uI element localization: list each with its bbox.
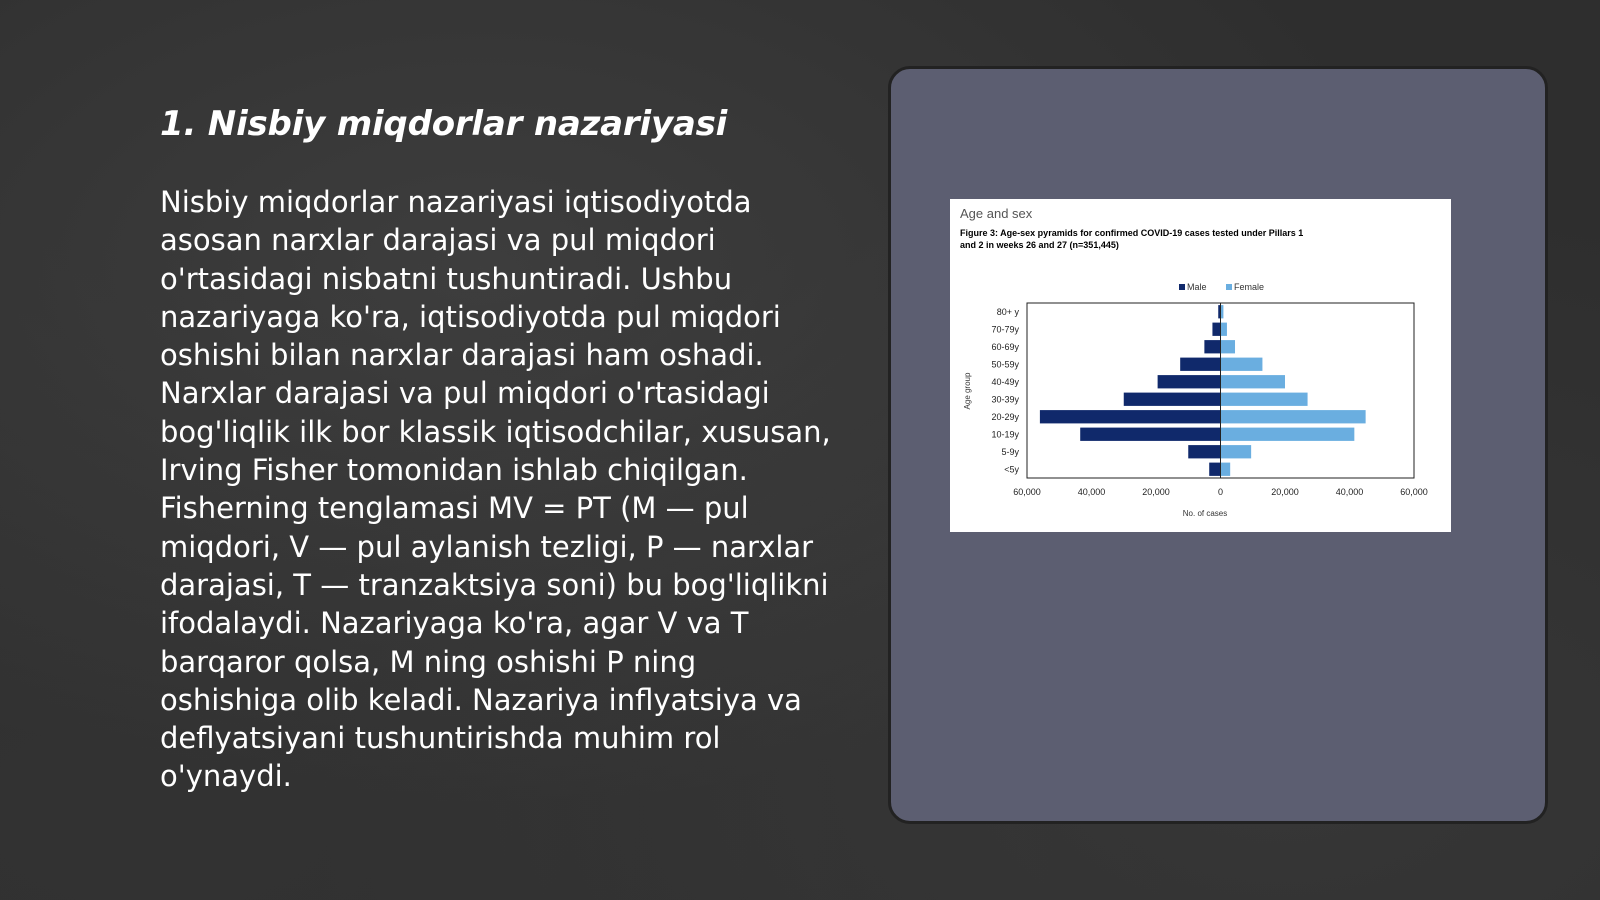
bar-female	[1221, 375, 1286, 388]
chart-legend	[1179, 282, 1264, 292]
category-label: <5y	[1004, 464, 1019, 475]
category-label: 70-79y	[991, 324, 1019, 335]
bar-male	[1124, 393, 1221, 406]
category-label: 30-39y	[991, 394, 1019, 405]
legend-label-male: Male	[1187, 282, 1207, 292]
x-tick-label: 20,000	[1142, 487, 1170, 497]
bar-male	[1212, 323, 1220, 336]
bar-male	[1158, 375, 1221, 388]
age-sex-pyramid-chart	[950, 199, 1451, 532]
bar-female	[1221, 323, 1227, 336]
x-axis-label: No. of cases	[1182, 509, 1228, 518]
x-tick-label: 40,000	[1077, 487, 1106, 497]
category-label: 20-29y	[991, 411, 1019, 422]
bar-female	[1221, 463, 1231, 476]
chart-title-line-1: Figure 3: Age-sex pyramids for confirmed COVID-19 cases tested under Pillars 1	[960, 228, 1304, 238]
bar-female	[1221, 445, 1252, 458]
bar-male	[1209, 463, 1220, 476]
bar-female	[1221, 410, 1366, 423]
slide-body-text: Nisbiy miqdorlar nazariyasi iqtisodiyotda asosan narxlar darajasi va pul miqdori o'rtasidagi nisbatni tushuntiradi. Ushbu nazariyaga ko'ra, iqtisodiyotda pul miqdori oshishi bilan narxlar darajasi ham oshadi. Narxlar darajasi va pul miqdori o'rtasidagi bog'liqlik ilk bor klassik iqtisodchilar, xususan, Irving Fisher tomonidan ishlab chiqilgan. Fisherning tenglamasi MV = PT (M — pul miqdori, V — pul aylanish tezligi, P — narxlar darajasi, T — tranzaktsiya soni) bu bog'liqlikni ifodalaydi. Nazariyaga ko'ra, agar V va T barqaror qolsa, M ning oshishi P ning oshishiga olib keladi. Nazariya inflyatsiya va deflyatsiyani tushuntirishda muhim rol o'ynaydi.	[160, 185, 831, 794]
bar-female	[1221, 393, 1308, 406]
y-axis-label: Age group	[963, 372, 972, 410]
bar-female	[1221, 340, 1236, 353]
bar-male	[1204, 340, 1220, 353]
bar-male	[1188, 445, 1220, 458]
legend-swatch-female	[1226, 284, 1232, 290]
x-tick-label: 0	[1217, 487, 1224, 497]
category-label: 60-69y	[991, 341, 1019, 352]
category-labels	[991, 307, 1019, 475]
x-tick-label: 20,000	[1271, 487, 1299, 497]
category-label: 80+ y	[996, 306, 1019, 317]
bar-male	[1180, 358, 1220, 371]
category-label: 50-59y	[991, 359, 1019, 370]
x-tick-label: 60,000	[1400, 487, 1428, 497]
x-tick-label: 40,000	[1335, 487, 1364, 497]
x-tick-labels	[1013, 487, 1428, 497]
bar-male	[1040, 410, 1221, 423]
slide-title: 1. Nisbiy miqdorlar nazariyasi	[160, 104, 728, 144]
bar-female	[1221, 428, 1355, 441]
chart-card	[950, 199, 1451, 532]
bar-male	[1080, 428, 1220, 441]
chart-title-line-2: and 2 in weeks 26 and 27 (n=351,445)	[960, 240, 1119, 250]
category-label: 40-49y	[991, 376, 1019, 387]
legend-swatch-male	[1179, 284, 1185, 290]
chart-heading: Age and sex	[960, 206, 1033, 221]
legend-label-female: Female	[1234, 282, 1265, 292]
bars-group	[1040, 303, 1366, 478]
category-label: 10-19y	[991, 429, 1019, 440]
x-tick-label: 60,000	[1013, 487, 1041, 497]
bar-female	[1221, 358, 1263, 371]
category-label: 5-9y	[1001, 446, 1019, 457]
